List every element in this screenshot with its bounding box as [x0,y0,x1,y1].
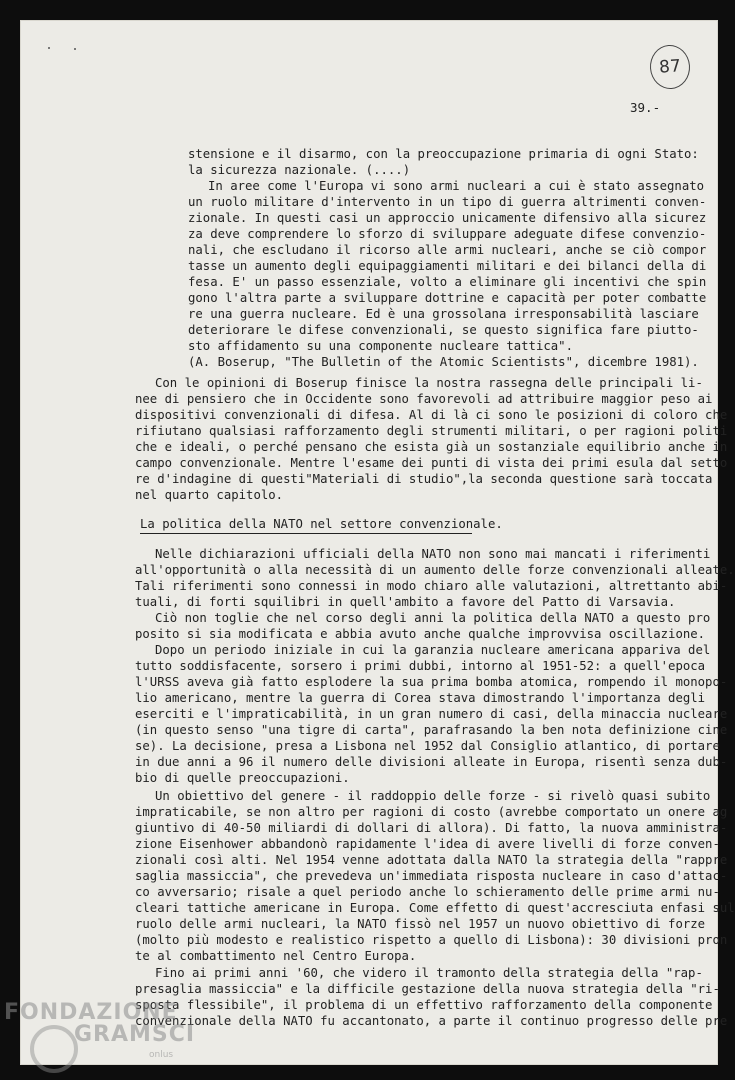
text-line: Tali riferimenti sono connessi in modo chiaro alle valutazioni, altrettanto abi- [135,579,728,593]
text-line: (in questo senso "una tigre di carta", parafrasando la ben nota definizione cine [135,723,728,737]
text-line: gono l'altra parte a sviluppare dottrine e capacità per poter combatte [188,291,707,305]
text-line: stensione e il disarmo, con la preoccupazione primaria di ogni Stato: [188,147,699,161]
text-line: lio americano, mentre la guerra di Corea stava dimostrando l'importanza degli [135,691,706,705]
text-line: nel quarto capitolo. [135,488,284,502]
text-line: re d'indagine di questi"Materiali di studio",la seconda questione sarà toccata [135,472,713,486]
text-line: giuntivo di 40-50 miliardi di dollari di allora). Di fatto, la nuova amministra- [135,821,728,835]
text-line: un ruolo militare d'intervento in un tipo di guerra altrimenti conven- [188,195,707,209]
text-line: posito si sia modificata e abbia avuto anche qualche improvvisa oscillazione. [135,627,706,641]
text-line: all'opportunità o alla necessità di un aumento delle forze convenzionali alleate. [135,563,735,577]
text-line: campo convenzionale. Mentre l'esame dei punti di vista dei primi esula dal setto [135,456,728,470]
text-line: rifiutano qualsiasi rafforzamento degli strumenti militari, o per ragioni politi [135,424,728,438]
text-line: (A. Boserup, "The Bulletin of the Atomic Scientists", dicembre 1981). [188,355,699,369]
text-line: bio di quelle preoccupazioni. [135,771,350,785]
text-line: Nelle dichiarazioni ufficiali della NATO non sono mai mancati i riferimenti [155,547,711,561]
text-line: in due anni a 96 il numero delle divisioni alleate in Europa, risentì senza dub- [135,755,728,769]
text-line: nee di pensiero che in Occidente sono favorevoli ad attribuire maggior peso ai [135,392,713,406]
scan-speck [74,48,76,50]
text-line: cleari tattiche americane in Europa. Come effetto di quest'accresciuta enfasi sul [135,901,735,915]
watermark-onlus: onlus [149,1050,174,1060]
text-line: tuali, di forti squilibri in quell'ambito a favore del Patto di Varsavia. [135,595,676,609]
text-line: dispositivi convenzionali di difesa. Al di là ci sono le posizioni di coloro che [135,408,728,422]
text-line: zionali così alti. Nel 1954 venne adottata dalla NATO la strategia della "rappre [135,853,728,867]
watermark-line1: FONDAZIONE [4,1000,178,1025]
text-line: sto affidamento su una componente nucleare tattica". [188,339,573,353]
text-line: Un obiettivo del genere - il raddoppio delle forze - si rivelò quasi subito [155,789,711,803]
text-line: Dopo un periodo iniziale in cui la garanzia nucleare americana appariva del [155,643,711,657]
text-line: Fino ai primi anni '60, che videro il tramonto della strategia della "rap- [155,966,703,980]
text-line: Ciò non toglie che nel corso degli anni la politica della NATO a questo pro [155,611,711,625]
text-line: tasse un aumento degli equipaggiamenti militari e dei bilanci della di [188,259,707,273]
text-line: la sicurezza nazionale. (....) [188,163,411,177]
scan-speck [48,47,50,49]
watermark-line2: GRAMSCI [74,1022,196,1047]
text-line: nali, che escludano il ricorso alle armi nucleari, anche se ciò compor [188,243,707,257]
heading-underline [140,533,472,534]
text-line: Con le opinioni di Boserup finisce la nostra rassegna delle principali li- [155,376,703,390]
text-line: eserciti e l'impraticabilità, in un gran numero di casi, della minaccia nucleare [135,707,728,721]
archive-page-stamp: 87 [649,44,692,91]
text-line: l'URSS aveva già fatto esplodere la sua prima bomba atomica, rompendo il monopo- [135,675,728,689]
text-line: se). La decisione, presa a Lisbona nel 1952 dal Consiglio atlantico, di portare [135,739,720,753]
text-line: co avversario; risale a quel periodo anche lo schieramento delle prime armi nu- [135,885,720,899]
text-line: deteriorare le difese convenzionali, se questo significa fare piutto- [188,323,699,337]
text-line: presaglia massiccia" e la difficile gestazione della nuova strategia della "ri- [135,982,720,996]
text-line: fesa. E' un passo essenziale, volto a eliminare gli incentivi che spin [188,275,707,289]
fondazione-gramsci-watermark [4,1000,196,1060]
text-line: re una guerra nucleare. Ed è una grossolana irresponsabilità lasciare [188,307,699,321]
text-line: zione Eisenhower abbandonò rapidamente l'idea di avere livelli di forze conven- [135,837,720,851]
text-line: sposta flessibile", il problema di un effettivo rafforzamento della componente [135,998,713,1012]
text-line: za deve comprendere lo sforzo di sviluppare adeguate difese convenzio- [188,227,707,241]
page-number: 39.- [630,100,661,115]
text-line: tutto soddisfacente, sorsero i primi dubbi, intorno al 1951-52: a quell'epoca [135,659,706,673]
text-line: te al combattimento nel Centro Europa. [135,949,417,963]
text-line: In aree come l'Europa vi sono armi nucleari a cui è stato assegnato [208,179,705,193]
text-line: ruolo delle armi nucleari, la NATO fissò nel 1957 un nuovo obiettivo di forze [135,917,706,931]
text-line: saglia massiccia", che prevedeva un'immediata risposta nucleare in caso d'attac- [135,869,728,883]
text-line: impraticabile, se non altro per ragioni di costo (avrebbe comportato un onere ag [135,805,728,819]
document-page [20,20,735,1065]
text-line: zionale. In questi casi un approccio unicamente difensivo alla sicurez [188,211,707,225]
text-line: che e ideali, o perché pensano che esista già un sostanziale equilibrio anche in [135,440,728,454]
text-line: (molto più modesto e realistico rispetto a quello di Lisbona): 30 divisioni pron [135,933,728,947]
fondazione-logo-icon [30,1025,78,1073]
section-heading: La politica della NATO nel settore convenzionale. [140,517,503,531]
text-line: convenzionale della NATO fu accantonato, a parte il continuo progresso delle pre [135,1014,728,1028]
